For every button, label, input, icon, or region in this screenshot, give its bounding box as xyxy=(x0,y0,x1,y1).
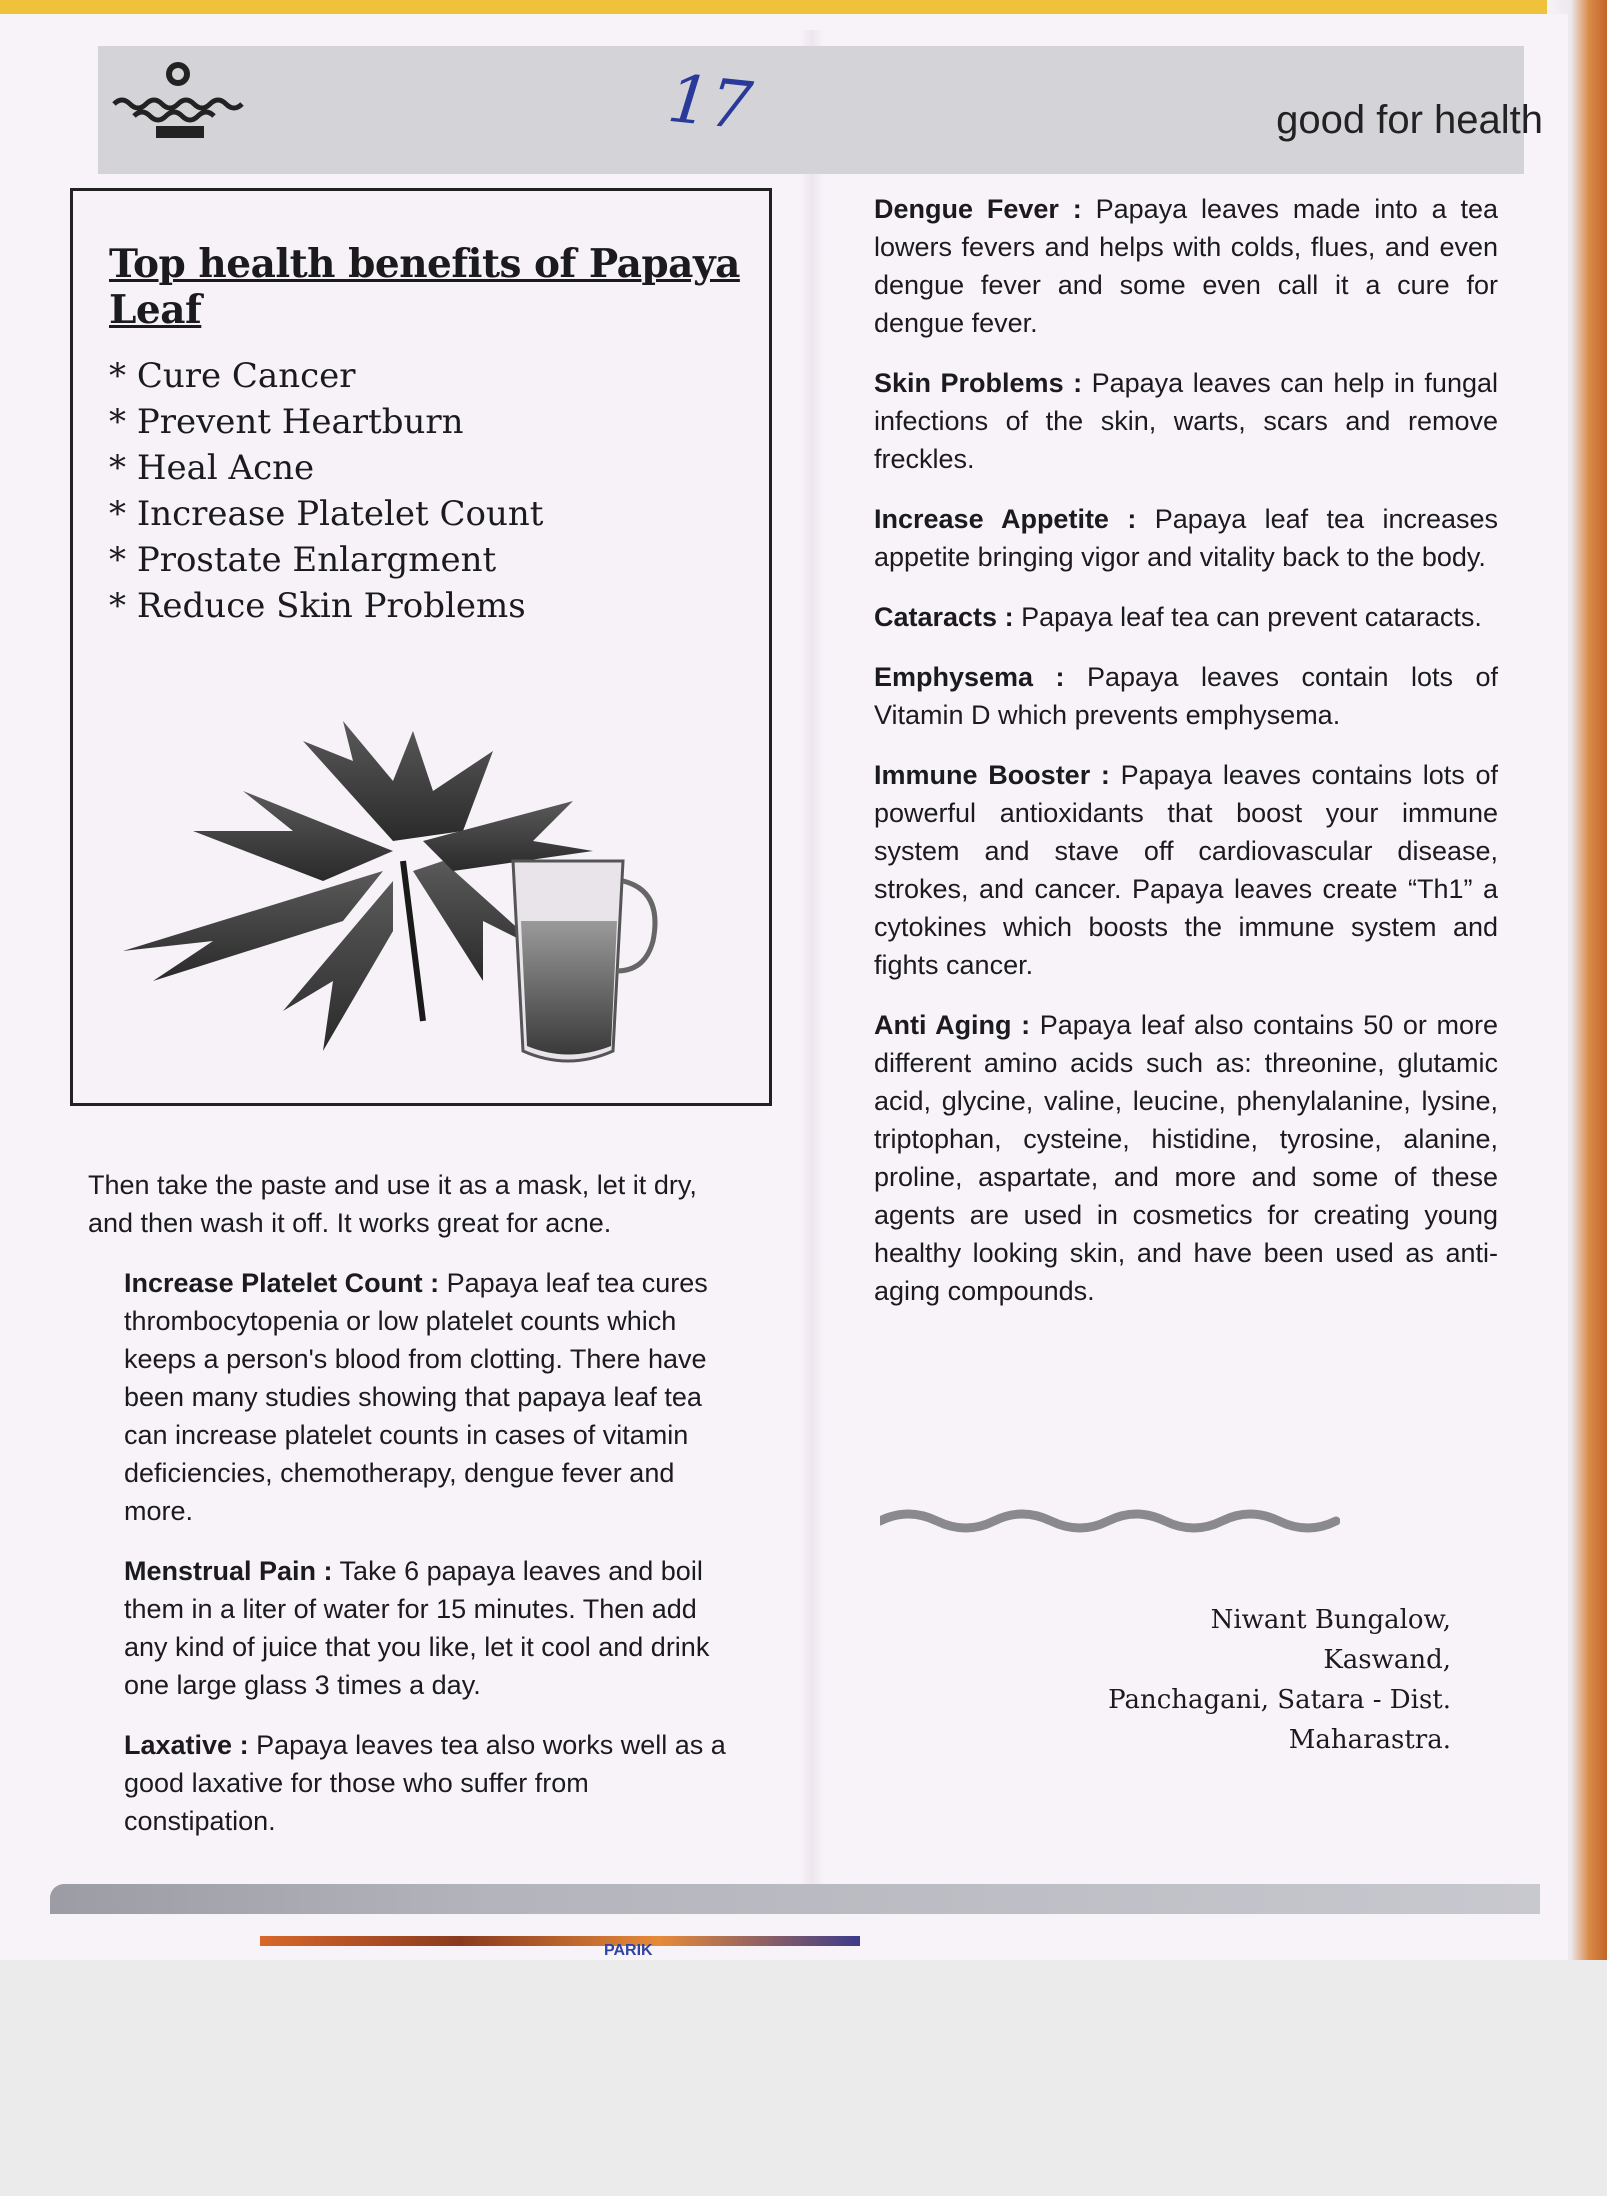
footer-color-strip xyxy=(260,1936,860,1946)
benefit-paragraph xyxy=(838,598,1498,636)
left-column xyxy=(88,1166,728,1862)
address-line: Maharastra. xyxy=(1288,1725,1451,1755)
footer-band xyxy=(50,1884,1540,1914)
benefit-heading: Menstrual Pain : xyxy=(124,1556,333,1586)
author-address xyxy=(1108,1600,1451,1760)
benefit-paragraph xyxy=(88,1552,728,1704)
benefit-paragraph xyxy=(838,500,1498,576)
benefits-list xyxy=(109,353,543,629)
benefit-paragraph xyxy=(838,364,1498,478)
section-title: good for health xyxy=(1276,98,1543,142)
benefit-heading: Laxative : xyxy=(124,1730,249,1760)
list-item: * Cure Cancer xyxy=(109,353,543,399)
intro-paragraph: Then take the paste and use it as a mask, let it dry, and then wash it off. It works great for acne. xyxy=(88,1170,697,1238)
benefit-heading: Dengue Fever : xyxy=(874,194,1082,224)
benefit-text: Papaya leaves made into a tea lowers fevers and helps with colds, flues, and even dengue fever and some even call it a cure for dengue fever. xyxy=(874,194,1498,338)
benefit-text: Papaya leaves tea also works well as a good laxative for those who suffer from constipation. xyxy=(124,1730,726,1836)
benefit-heading: Increase Platelet Count : xyxy=(124,1268,440,1298)
tea-glass-icon xyxy=(513,861,655,1061)
benefit-text: Take 6 papaya leaves and boil them in a liter of water for 15 minutes. Then add any kind of juice that you like, let it cool and drink one large glass 3 times a day. xyxy=(124,1556,710,1700)
list-item: * Prevent Heartburn xyxy=(109,399,543,445)
benefit-heading: Anti Aging : xyxy=(874,1010,1031,1040)
magazine-logo-icon xyxy=(106,54,256,144)
benefit-paragraph xyxy=(838,190,1498,342)
benefit-text: Papaya leaf also contains 50 or more different amino acids such as: threonine, glutamic acid, glycine, valine, leucine, phenylalanine, lysine, triptophan, cysteine, histidine, tyrosine, alanine, proline, aspartate, and more and some of these agents are used in cosmetics for creating young healthy looking skin, and have been used as anti-aging compounds. xyxy=(874,1010,1498,1306)
benefit-text: Papaya leaf tea cures thrombocytopenia or low platelet counts which keeps a person's blood from clotting. There have been many studies showing that papaya leaf tea can increase platelet counts in cases of vitamin deficiencies, chemotherapy, dengue fever and more. xyxy=(124,1268,708,1526)
address-line: Kaswand, xyxy=(1323,1645,1451,1675)
benefit-text: Papaya leaves contains lots of powerful antioxidants that boost your immune system and stave off cardiovascular disease, strokes, and cancer. Papaya leaves create “Th1” a cytokines which boosts the immune system and fights cancer. xyxy=(874,760,1498,980)
benefit-paragraph xyxy=(88,1726,728,1840)
page-fold xyxy=(800,30,824,1910)
wave-divider xyxy=(880,1506,1340,1536)
list-item: * Increase Platelet Count xyxy=(109,491,543,537)
benefit-text: Papaya leaf tea increases appetite bringing vigor and vitality back to the body. xyxy=(874,504,1499,572)
benefit-heading: Emphysema : xyxy=(874,662,1065,692)
page-number: 17 xyxy=(664,59,756,146)
benefit-paragraph xyxy=(88,1264,728,1530)
benefit-paragraph xyxy=(838,1006,1498,1310)
list-item: * Heal Acne xyxy=(109,445,543,491)
benefit-paragraph xyxy=(838,756,1498,984)
benefits-box-title: Top health benefits of Papaya Leaf xyxy=(109,241,740,333)
list-item: * Reduce Skin Problems xyxy=(109,583,543,629)
benefits-box xyxy=(70,188,772,1106)
address-line: Niwant Bungalow, xyxy=(1210,1605,1451,1635)
footer-tag: PARIK xyxy=(604,1942,653,1959)
benefit-text: Papaya leaves contain lots of Vitamin D which prevents emphysema. xyxy=(874,662,1498,730)
address-line: Panchagani, Satara - Dist. xyxy=(1108,1685,1451,1715)
benefit-heading: Immune Booster : xyxy=(874,760,1110,790)
benefit-heading: Skin Problems : xyxy=(874,368,1083,398)
benefit-text: Papaya leaves can help in fungal infections of the skin, warts, scars and remove freckles. xyxy=(874,368,1498,474)
benefit-heading: Increase Appetite : xyxy=(874,504,1137,534)
papaya-leaf-and-tea-image xyxy=(93,721,753,1091)
benefit-heading: Cataracts : xyxy=(874,602,1014,632)
benefit-paragraph xyxy=(838,658,1498,734)
right-column xyxy=(838,190,1498,1332)
benefit-text: Papaya leaf tea can prevent cataracts. xyxy=(1013,602,1482,632)
list-item: * Prostate Enlargment xyxy=(109,537,543,583)
